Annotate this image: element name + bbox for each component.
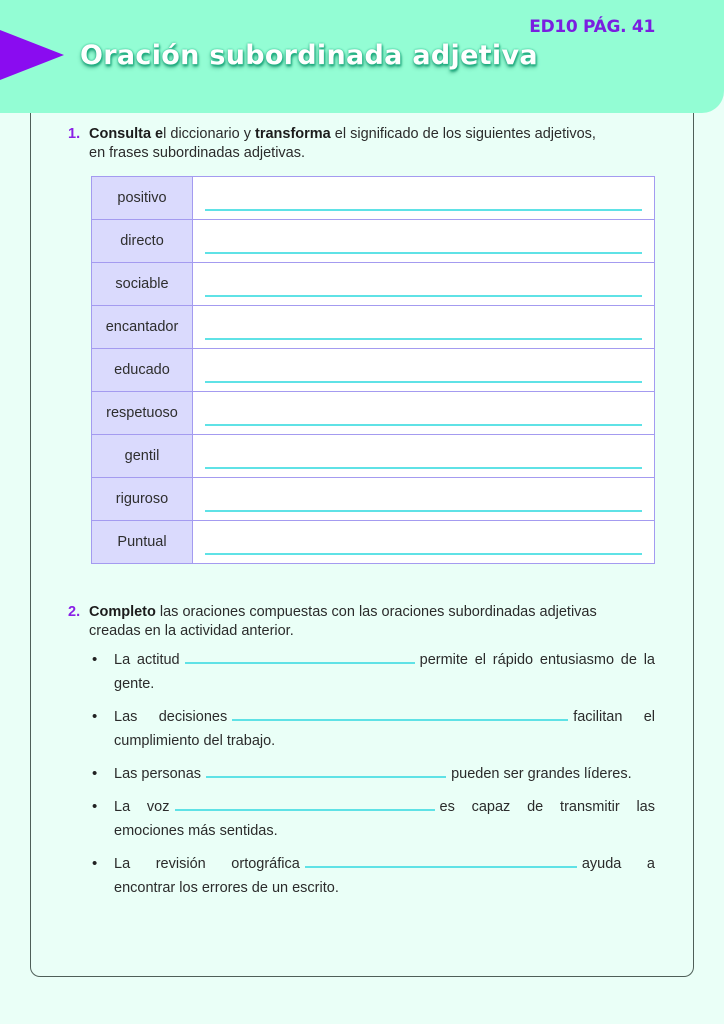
adjective-cell: gentil bbox=[92, 435, 193, 478]
answer-cell[interactable] bbox=[193, 521, 655, 564]
table-row bbox=[92, 435, 655, 478]
answer-line[interactable] bbox=[205, 510, 642, 512]
answer-cell[interactable] bbox=[193, 220, 655, 263]
question-2-instructions: 2. Completo las oraciones compuestas con las oraciones subordinadas adjetivas creadas en la actividad anterior. bbox=[68, 604, 597, 639]
adjective-cell: respetuoso bbox=[92, 392, 193, 435]
answer-line[interactable] bbox=[205, 424, 642, 426]
table-row bbox=[92, 177, 655, 220]
answer-line[interactable] bbox=[205, 381, 642, 383]
answer-cell[interactable] bbox=[193, 478, 655, 521]
arrow-icon bbox=[0, 30, 64, 80]
table-row bbox=[92, 521, 655, 564]
sentences-list bbox=[92, 648, 655, 909]
fill-in-blank[interactable] bbox=[185, 650, 415, 664]
answer-line[interactable] bbox=[205, 209, 642, 211]
answer-line[interactable] bbox=[205, 252, 642, 254]
page-reference: ED10 PÁG. 41 bbox=[529, 17, 655, 37]
answer-line[interactable] bbox=[205, 467, 642, 469]
list-item: • La actitud permite el rápido entusiasmo de la gente. bbox=[92, 648, 655, 696]
instruction-verb: Completo bbox=[89, 604, 156, 620]
instruction-verb: Consulta e bbox=[89, 126, 164, 142]
answer-cell[interactable] bbox=[193, 435, 655, 478]
answer-cell[interactable] bbox=[193, 177, 655, 220]
answer-line[interactable] bbox=[205, 295, 642, 297]
answer-cell[interactable] bbox=[193, 349, 655, 392]
fill-in-blank[interactable] bbox=[206, 764, 446, 778]
answer-cell[interactable] bbox=[193, 263, 655, 306]
fill-in-blank[interactable] bbox=[232, 707, 568, 721]
adjective-cell: positivo bbox=[92, 177, 193, 220]
adjective-cell: directo bbox=[92, 220, 193, 263]
table-row bbox=[92, 392, 655, 435]
table-row bbox=[92, 263, 655, 306]
adjective-cell: encantador bbox=[92, 306, 193, 349]
table-row bbox=[92, 349, 655, 392]
table-row bbox=[92, 306, 655, 349]
header-band bbox=[0, 0, 724, 113]
list-item: • La voz es capaz de transmitir las emociones más sentidas. bbox=[92, 795, 655, 843]
adjective-cell: educado bbox=[92, 349, 193, 392]
list-item: • Las personas pueden ser grandes líderes. bbox=[92, 762, 655, 786]
answer-line[interactable] bbox=[205, 553, 642, 555]
answer-line[interactable] bbox=[205, 338, 642, 340]
question-number: 1. bbox=[68, 126, 81, 142]
adjective-cell: riguroso bbox=[92, 478, 193, 521]
answer-cell[interactable] bbox=[193, 306, 655, 349]
fill-in-blank[interactable] bbox=[175, 797, 435, 811]
fill-in-blank[interactable] bbox=[305, 854, 577, 868]
adjective-cell: Puntual bbox=[92, 521, 193, 564]
question-number: 2. bbox=[68, 604, 81, 620]
page-title: Oración subordinada adjetiva bbox=[80, 40, 538, 71]
list-item: • Las decisiones facilitan el cumplimiento del trabajo. bbox=[92, 705, 655, 753]
question-1-instructions: 1. Consulta el diccionario y transforma el significado de los siguientes adjetivos, en frases subordinadas adjetivas. bbox=[68, 126, 596, 161]
instruction-verb: transforma bbox=[255, 126, 331, 142]
answer-cell[interactable] bbox=[193, 392, 655, 435]
table-row bbox=[92, 478, 655, 521]
list-item: • La revisión ortográfica ayuda a encontrar los errores de un escrito. bbox=[92, 852, 655, 900]
adjective-cell: sociable bbox=[92, 263, 193, 306]
table-row bbox=[92, 220, 655, 263]
adjectives-table bbox=[91, 176, 655, 564]
